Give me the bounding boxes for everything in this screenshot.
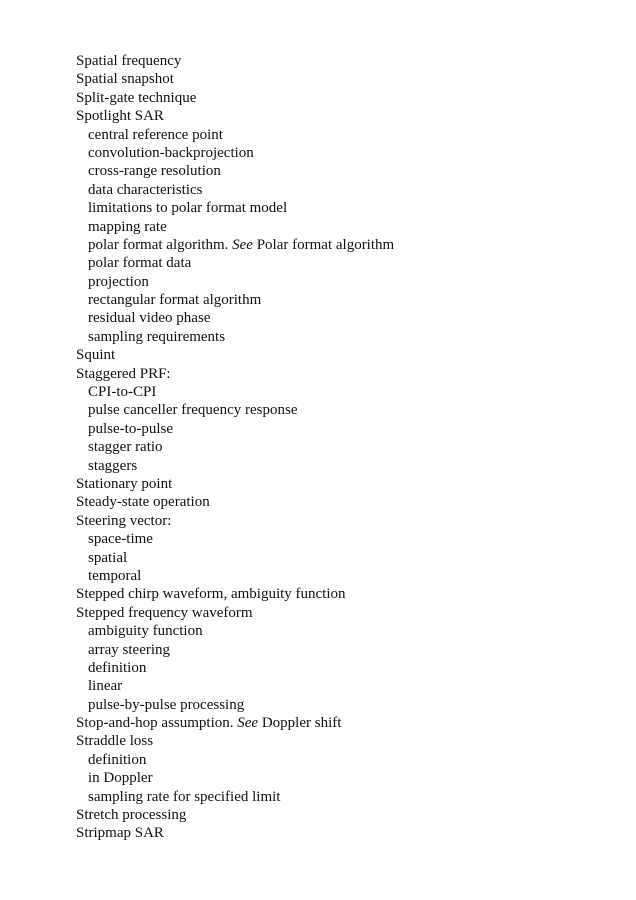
index-subentry <box>76 530 616 548</box>
entry-text: central reference point <box>88 126 223 143</box>
index-subentry <box>76 218 616 236</box>
entry-text: definition <box>88 659 147 676</box>
index-entry <box>76 806 616 824</box>
entry-text: space-time <box>88 531 153 548</box>
entry-text: Stepped chirp waveform, ambiguity function <box>76 586 346 603</box>
index-subentry <box>76 567 616 585</box>
entry-text: data characteristics <box>88 181 203 198</box>
index-entry <box>76 714 616 732</box>
entry-text: Straddle loss <box>76 733 154 750</box>
index-subentry <box>76 622 616 640</box>
entry-text: Stop-and-hop assumption. <box>76 715 234 732</box>
entry-text: Spatial snapshot <box>76 71 174 88</box>
index-entry <box>76 604 616 622</box>
entry-text: array steering <box>88 641 171 658</box>
index-subentry <box>76 328 616 346</box>
entry-text: pulse-to-pulse <box>88 420 173 437</box>
entry-text: Split-gate technique <box>76 89 197 106</box>
index-entry <box>76 107 616 125</box>
entry-text: Stepped frequency waveform <box>76 604 253 621</box>
entry-text: spatial <box>88 549 128 566</box>
index-subentry <box>76 549 616 567</box>
entry-text: convolution-backprojection <box>88 144 254 161</box>
entry-text: Steering vector: <box>76 512 172 529</box>
index-entry <box>76 475 616 493</box>
index-subentry <box>76 769 616 787</box>
entry-text: projection <box>88 273 149 290</box>
index-entry <box>76 824 616 842</box>
entry-text: definition <box>88 751 147 768</box>
index-entry <box>76 585 616 603</box>
index-subentry <box>76 438 616 456</box>
index-subentry <box>76 677 616 695</box>
entry-text: Stretch processing <box>76 807 187 824</box>
index-entry <box>76 70 616 88</box>
entry-text: staggers <box>88 457 138 474</box>
index-subentry <box>76 291 616 309</box>
index-entry <box>76 512 616 530</box>
entry-text: Spatial frequency <box>76 53 182 69</box>
see-reference-target: Polar format algorithm <box>256 236 395 253</box>
index-list <box>76 52 616 843</box>
index-entry <box>76 365 616 383</box>
entry-text: pulse-by-pulse processing <box>88 696 245 713</box>
entry-text: Squint <box>76 347 116 364</box>
index-subentry <box>76 401 616 419</box>
entry-text: Spotlight SAR <box>76 108 164 125</box>
entry-text: sampling requirements <box>88 328 226 345</box>
entry-text: residual video phase <box>88 310 211 327</box>
index-entry <box>76 732 616 750</box>
entry-text: sampling rate for specified limit <box>88 788 281 805</box>
entry-text: mapping rate <box>88 218 167 235</box>
see-reference-target: Doppler shift <box>261 715 342 732</box>
entry-text: Stripmap SAR <box>76 825 164 842</box>
index-entry <box>76 493 616 511</box>
entry-text: polar format data <box>88 255 192 272</box>
index-subentry <box>76 199 616 217</box>
index-entry <box>76 89 616 107</box>
entry-text: temporal <box>88 567 142 584</box>
entry-text: CPI-to-CPI <box>88 384 157 401</box>
entry-text: pulse canceller frequency response <box>88 402 298 419</box>
index-subentry <box>76 273 616 291</box>
index-subentry <box>76 641 616 659</box>
entry-text: linear <box>88 678 123 695</box>
entry-text: ambiguity function <box>88 623 203 640</box>
index-subentry <box>76 788 616 806</box>
index-subentry <box>76 162 616 180</box>
see-reference-label: See <box>232 236 253 253</box>
entry-text: Staggered PRF: <box>76 365 171 382</box>
index-subentry <box>76 383 616 401</box>
entry-text: limitations to polar format model <box>88 200 288 217</box>
index-subentry <box>76 309 616 327</box>
index-subentry <box>76 696 616 714</box>
index-entry <box>76 52 616 70</box>
index-subentry <box>76 659 616 677</box>
entry-text: cross-range resolution <box>88 163 221 180</box>
index-subentry <box>76 254 616 272</box>
entry-text: Stationary point <box>76 475 173 492</box>
entry-text: rectangular format algorithm <box>88 292 262 309</box>
index-subentry <box>76 236 616 254</box>
index-subentry <box>76 126 616 144</box>
index-subentry <box>76 181 616 199</box>
entry-text: Steady-state operation <box>76 494 210 511</box>
entry-text: stagger ratio <box>88 439 163 456</box>
index-subentry <box>76 457 616 475</box>
index-subentry <box>76 751 616 769</box>
index-subentry <box>76 420 616 438</box>
entry-text: polar format algorithm. <box>88 236 229 253</box>
index-subentry <box>76 144 616 162</box>
entry-text: in Doppler <box>88 770 153 787</box>
see-reference-label: See <box>237 715 259 732</box>
index-entry <box>76 346 616 364</box>
